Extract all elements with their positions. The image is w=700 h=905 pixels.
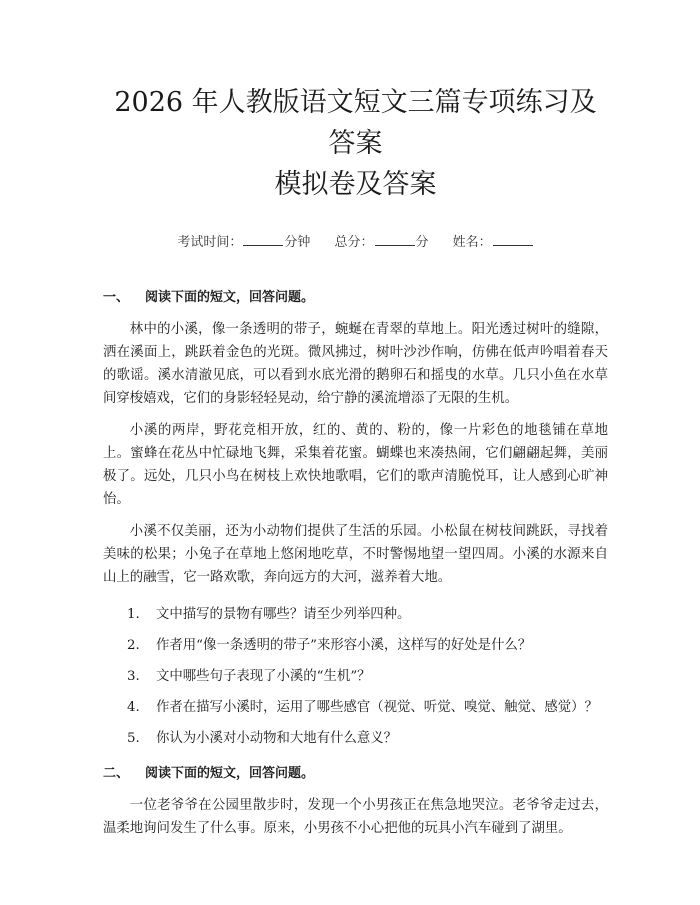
exam-score bbox=[334, 235, 432, 250]
exam-time-blank bbox=[243, 244, 283, 246]
title-line-2: 模拟卷及答案 bbox=[274, 169, 437, 200]
section-heading-text: 阅读下面的短文，回答问题。 bbox=[145, 290, 315, 305]
exam-score-label: 总分： bbox=[334, 235, 374, 250]
question-text: 文中描写的景物有哪些？请至少列举四种。 bbox=[156, 607, 411, 622]
section-number: 二、 bbox=[103, 766, 130, 781]
exam-info-row bbox=[103, 231, 608, 250]
section-heading bbox=[103, 764, 608, 784]
question-text: 作者在描写小溪时，运用了哪些感官（视觉、听觉、嗅觉、触觉、感觉）？ bbox=[156, 700, 598, 715]
passage-paragraph: 小溪的两岸，野花竞相开放，红的、黄的、粉的，像一片彩色的地毯铺在草地上。蜜蜂在花丛中忙碌地飞舞，采集着花蜜。蝴蝶也来凑热闹，它们翩翩起舞，美丽极了。远处，几只小鸟在树枝上欢快地歌唱，它们的歌声清脆悦耳，让人感到心旷神怡。 bbox=[103, 423, 608, 507]
question-text: 你认为小溪对小动物和大地有什么意义？ bbox=[156, 731, 398, 746]
exam-time-unit: 分钟 bbox=[284, 235, 311, 250]
exam-name-label: 姓名： bbox=[452, 235, 492, 250]
exam-score-blank bbox=[375, 244, 415, 246]
page-title bbox=[103, 0, 608, 205]
exam-name-blank bbox=[493, 244, 533, 246]
question-number: 5. bbox=[127, 731, 140, 746]
exam-name bbox=[453, 235, 534, 250]
section-number: 一、 bbox=[103, 290, 130, 305]
question-number: 4. bbox=[127, 700, 140, 715]
section-heading-text: 阅读下面的短文，回答问题。 bbox=[145, 766, 315, 781]
section-heading bbox=[103, 288, 608, 308]
question-item bbox=[103, 665, 608, 688]
question-text: 文中哪些句子表现了小溪的“生机”？ bbox=[156, 669, 371, 684]
question-item bbox=[103, 727, 608, 750]
title-line-1: 2026 年人教版语文短文三篇专项练习及答案 bbox=[114, 87, 597, 159]
passage-paragraph: 一位老爷爷在公园里散步时，发现一个小男孩正在焦急地哭泣。老爷爷走过去，温柔地询问发生了什么事。原来，小男孩不小心把他的玩具小汽车碰到了湖里。 bbox=[103, 798, 608, 836]
question-item bbox=[103, 696, 608, 719]
question-list bbox=[103, 603, 608, 750]
exam-score-unit: 分 bbox=[415, 235, 429, 250]
question-number: 3. bbox=[127, 669, 140, 684]
question-number: 2. bbox=[127, 638, 140, 653]
question-text: 作者用“像一条透明的带子”来形容小溪，这样写的好处是什么？ bbox=[156, 638, 532, 653]
passage-paragraph: 小溪不仅美丽，还为小动物们提供了生活的乐园。小松鼠在树枝间跳跃，寻找着美味的松果；小兔子在草地上悠闲地吃草，不时警惕地望一望四周。小溪的水源来自山上的融雪，它一路欢歌，奔向远方的大河，滋养着大地。 bbox=[103, 524, 608, 585]
exam-time bbox=[177, 235, 314, 250]
question-number: 1. bbox=[127, 607, 140, 622]
exam-time-label: 考试时间： bbox=[177, 235, 243, 250]
question-item bbox=[103, 603, 608, 626]
passage-paragraph: 林中的小溪，像一条透明的带子，蜿蜒在青翠的草地上。阳光透过树叶的缝隙，洒在溪面上，跳跃着金色的光斑。微风拂过，树叶沙沙作响，仿佛在低声吟唱着春天的歌谣。溪水清澈见底，可以看到水底光滑的鹅卵石和摇曳的水草。几只小鱼在水草间穿梭嬉戏，它们的身影轻轻晃动，给宁静的溪流增添了无限的生机。 bbox=[103, 322, 608, 406]
question-item bbox=[103, 634, 608, 657]
